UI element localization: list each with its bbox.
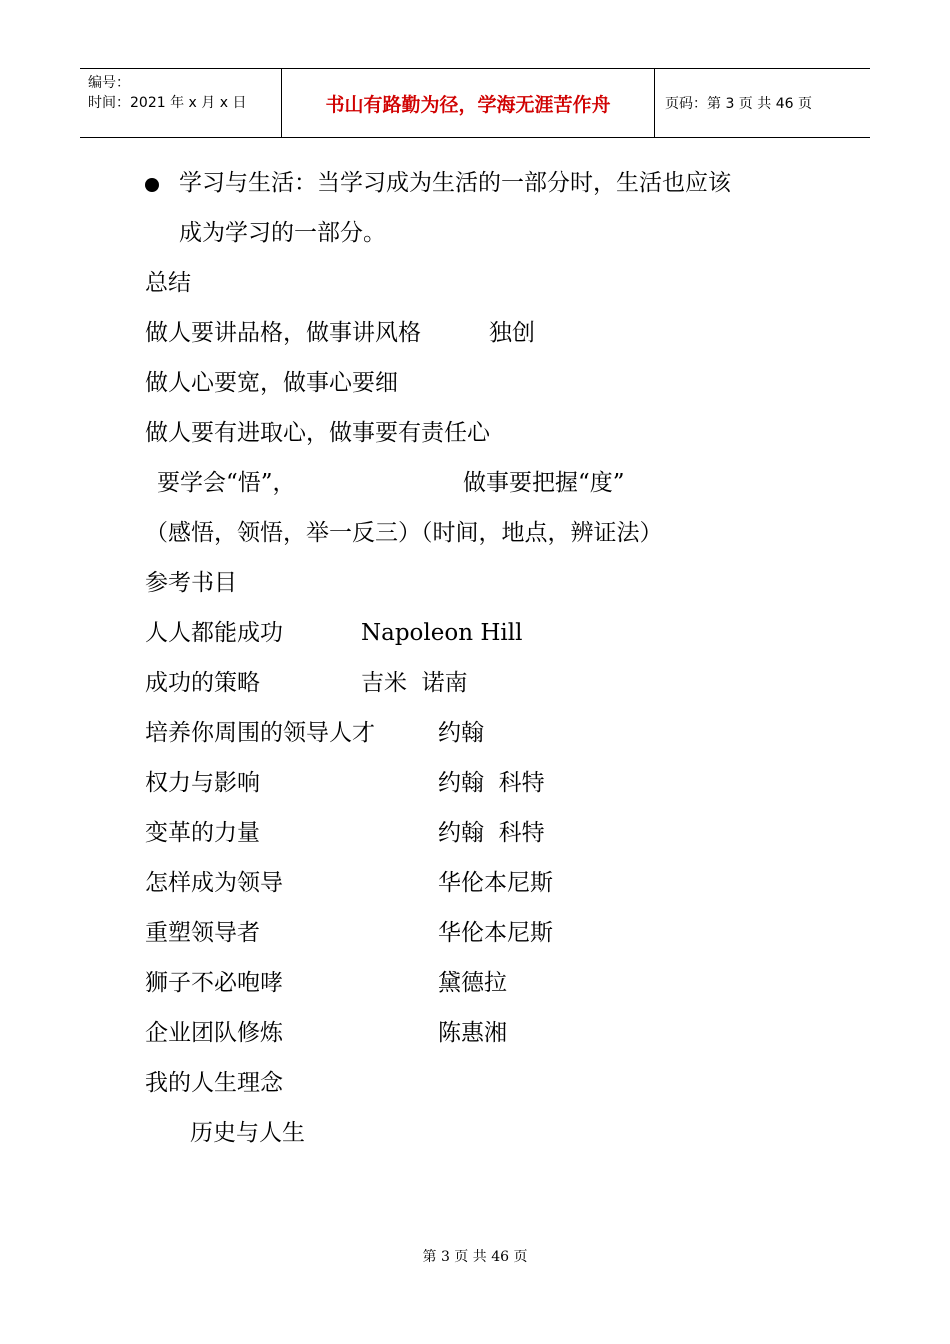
books-title: 参考书目: [145, 570, 237, 596]
summary-line-2: 做人心要宽，做事心要细: [145, 370, 398, 396]
summary-line-4b: 做事要把握“度”: [463, 470, 625, 496]
book-title: 成功的策略: [145, 670, 260, 696]
book-title: 企业团队修炼: [145, 1020, 283, 1046]
header-page-info: 页码：第 3 页 共 46 页: [665, 96, 812, 112]
summary-title: 总结: [145, 270, 191, 296]
page-footer: 第 3 页 共 46 页: [422, 1249, 528, 1265]
book-author: 约翰: [438, 720, 484, 746]
book-title: 狮子不必咆哮: [145, 970, 283, 996]
book-title: 人人都能成功: [145, 620, 283, 646]
page-header: [80, 68, 870, 138]
book-author: 约翰 科特: [438, 820, 545, 846]
header-meta: [80, 69, 282, 137]
number-label: 编号：: [88, 75, 130, 91]
bullet-line-2: 成为学习的一部分。: [179, 220, 386, 246]
book-author: 黛德拉: [438, 970, 507, 996]
bullet-icon: [145, 178, 159, 192]
book-title: 重塑领导者: [145, 920, 260, 946]
book-author: 吉米 诺南: [361, 670, 468, 696]
header-motto: 书山有路勤为径，学海无涯苦作舟: [282, 69, 655, 137]
book-author: Napoleon Hill: [361, 620, 523, 646]
date-label: 时间：2021 年 x 月 x 日: [88, 95, 247, 111]
summary-line-3: 做人要有进取心，做事要有责任心: [145, 420, 490, 446]
bullet-line-1: 学习与生活：当学习成为生活的一部分时，生活也应该: [179, 170, 731, 196]
book-title: 怎样成为领导: [145, 870, 283, 896]
book-author: 华伦本尼斯: [438, 920, 553, 946]
book-title: 培养你周围的领导人才: [145, 720, 375, 746]
book-title: 变革的力量: [145, 820, 260, 846]
summary-line-1a: 做人要讲品格，做事讲风格: [145, 320, 421, 346]
book-title: 权力与影响: [145, 770, 260, 796]
summary-line-5: （感悟，领悟，举一反三）（时间，地点，辨证法）: [145, 520, 663, 546]
summary-line-1b: 独创: [489, 320, 535, 346]
history-line: 历史与人生: [190, 1120, 305, 1146]
book-author: 华伦本尼斯: [438, 870, 553, 896]
book-author: 陈惠湘: [438, 1020, 507, 1046]
book-author: 约翰 科特: [438, 770, 545, 796]
summary-line-4a: 要学会“悟”，: [157, 470, 296, 496]
philosophy-title: 我的人生理念: [145, 1070, 283, 1096]
